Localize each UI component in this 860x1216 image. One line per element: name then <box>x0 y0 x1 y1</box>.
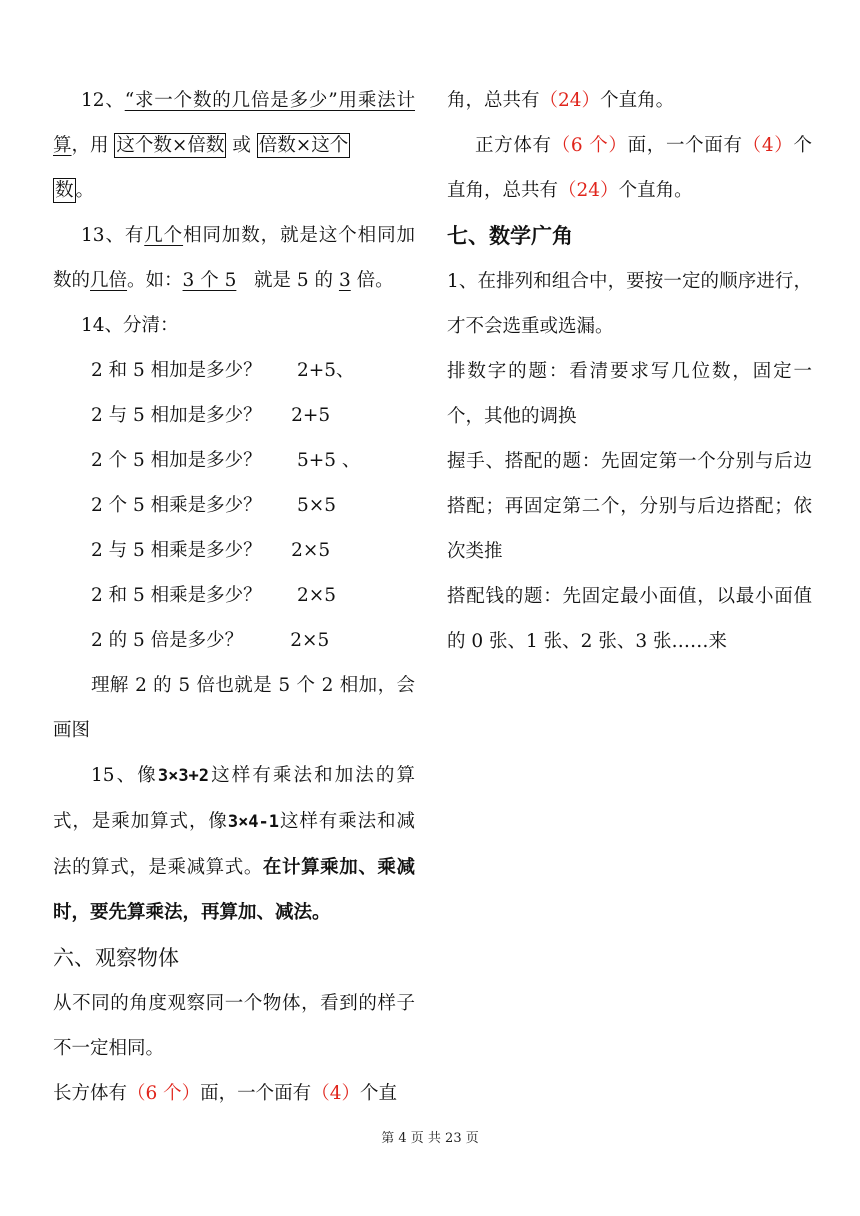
item-12-quote: “求一个数的几倍是多少”用乘法计算 <box>53 90 416 156</box>
compare-row: 2 与 5 相加是多少？ 2+5 <box>91 405 331 426</box>
cube-total-answer: （24） <box>558 180 619 201</box>
cuboid-angles-answer: （4） <box>311 1083 360 1104</box>
item-12 <box>53 78 415 213</box>
item-12-boxed-formula-2: 倍数×这个 <box>258 135 349 156</box>
left-column <box>53 78 415 1116</box>
compare-row: 2 个 5 相加是多少？ 5+5 、 <box>91 450 361 471</box>
cuboid-line <box>53 1071 415 1116</box>
section-6-paragraph: 从不同的角度观察同一个物体，看到的样子不一定相同。 <box>53 993 415 1059</box>
section-7-paragraph-1: 1、在排列和组合中，要按一定的顺序进行，才不会选重或选漏。 <box>447 271 812 337</box>
section-7-paragraph-3: 握手、搭配的题：先固定第一个分别与后边搭配；再固定第二个，分别与后边搭配；依次类推 <box>447 451 812 562</box>
item-13-text-a: 13、有 <box>81 225 145 246</box>
cuboid-text-a: 长方体有 <box>53 1083 128 1104</box>
section-7-paragraph-2: 排数字的题：看清要求写几位数，固定一个，其他的调换 <box>447 361 812 427</box>
section-6-heading: 六、观察物体 <box>53 946 179 970</box>
section-7-heading: 七、数学广角 <box>447 224 573 248</box>
item-12-number: 12、 <box>81 90 125 111</box>
item-12-or: 或 <box>232 135 251 156</box>
cube-text-b: 面，一个面有 <box>627 135 743 156</box>
cuboid-text-b: 面，一个面有 <box>200 1083 312 1104</box>
compare-row: 2 个 5 相乘是多少？ 5×5 <box>91 495 337 516</box>
item-14-note: 理解 2 的 5 倍也就是 5 个 2 相加，会画图 <box>53 675 415 741</box>
cuboid-total-answer: （24） <box>539 90 601 111</box>
item-12-boxed-formula-1: 这个数×倍数 <box>116 135 225 156</box>
item-13-text-b: 相同加数，就是这个相同加数的 <box>53 225 415 291</box>
item-13-underline-4: 3 <box>338 270 351 291</box>
item-15-expression-1: 3×3+2 <box>157 766 210 786</box>
cuboid-cont-text-b: 个直角。 <box>600 90 675 111</box>
item-13 <box>53 213 415 303</box>
cuboid-faces-answer: （6 个） <box>127 1083 201 1104</box>
cuboid-cont-text-a: 角，总共有 <box>447 90 540 111</box>
compare-row: 2 与 5 相乘是多少？ 2×5 <box>91 540 331 561</box>
item-15-text-b: 这样有乘法和加法的算式，是乘加算式，像 <box>53 765 415 832</box>
cube-paragraph <box>447 123 812 213</box>
item-15-expression-2: 3×4-1 <box>227 812 280 832</box>
item-13-text-e: 倍。 <box>356 270 394 291</box>
right-column <box>447 78 812 664</box>
item-13-underline-1: 几个 <box>144 225 184 246</box>
item-15 <box>53 753 415 935</box>
item-12-period: 。 <box>75 180 95 201</box>
cube-text-a: 正方体有 <box>475 135 552 156</box>
item-13-text-d: 就是 5 的 <box>254 270 334 291</box>
compare-row: 2 和 5 相加是多少？ 2+5、 <box>91 360 355 381</box>
item-13-underline-2: 几倍 <box>90 270 128 291</box>
compare-row: 2 的 5 倍是多少？ 2×5 <box>91 630 330 651</box>
section-7-paragraph-4: 搭配钱的题：先固定最小面值，以最小面值的 0 张、1 张、2 张、3 张……来 <box>447 586 812 652</box>
page-footer: 第 4 页 共 23 页 <box>381 1131 479 1146</box>
cuboid-text-c: 个直 <box>359 1083 397 1104</box>
item-15-text-c: 这样有乘法和减法的算式，是乘减算式。 <box>53 811 415 878</box>
item-12-text: ，用 <box>71 135 109 156</box>
cuboid-continued <box>447 78 812 123</box>
item-14-title: 14、分清： <box>81 315 179 336</box>
item-13-text-c: 。如： <box>127 270 183 291</box>
cube-angles-answer: （4） <box>742 135 794 156</box>
item-15-text-a: 15、像 <box>91 765 158 786</box>
cube-text-c: 个直角，总共有 <box>447 135 812 201</box>
compare-row: 2 和 5 相乘是多少？ 2×5 <box>91 585 337 606</box>
cube-faces-answer: （6 个） <box>551 135 628 156</box>
cube-text-d: 个直角。 <box>618 180 693 201</box>
item-13-underline-3: 3 个 5 <box>182 270 237 291</box>
item-15-rule: 在计算乘加、乘减时，要先算乘法，再算加、减法。 <box>53 857 415 923</box>
item-12-boxed-formula-2-end: 数 <box>55 180 74 201</box>
